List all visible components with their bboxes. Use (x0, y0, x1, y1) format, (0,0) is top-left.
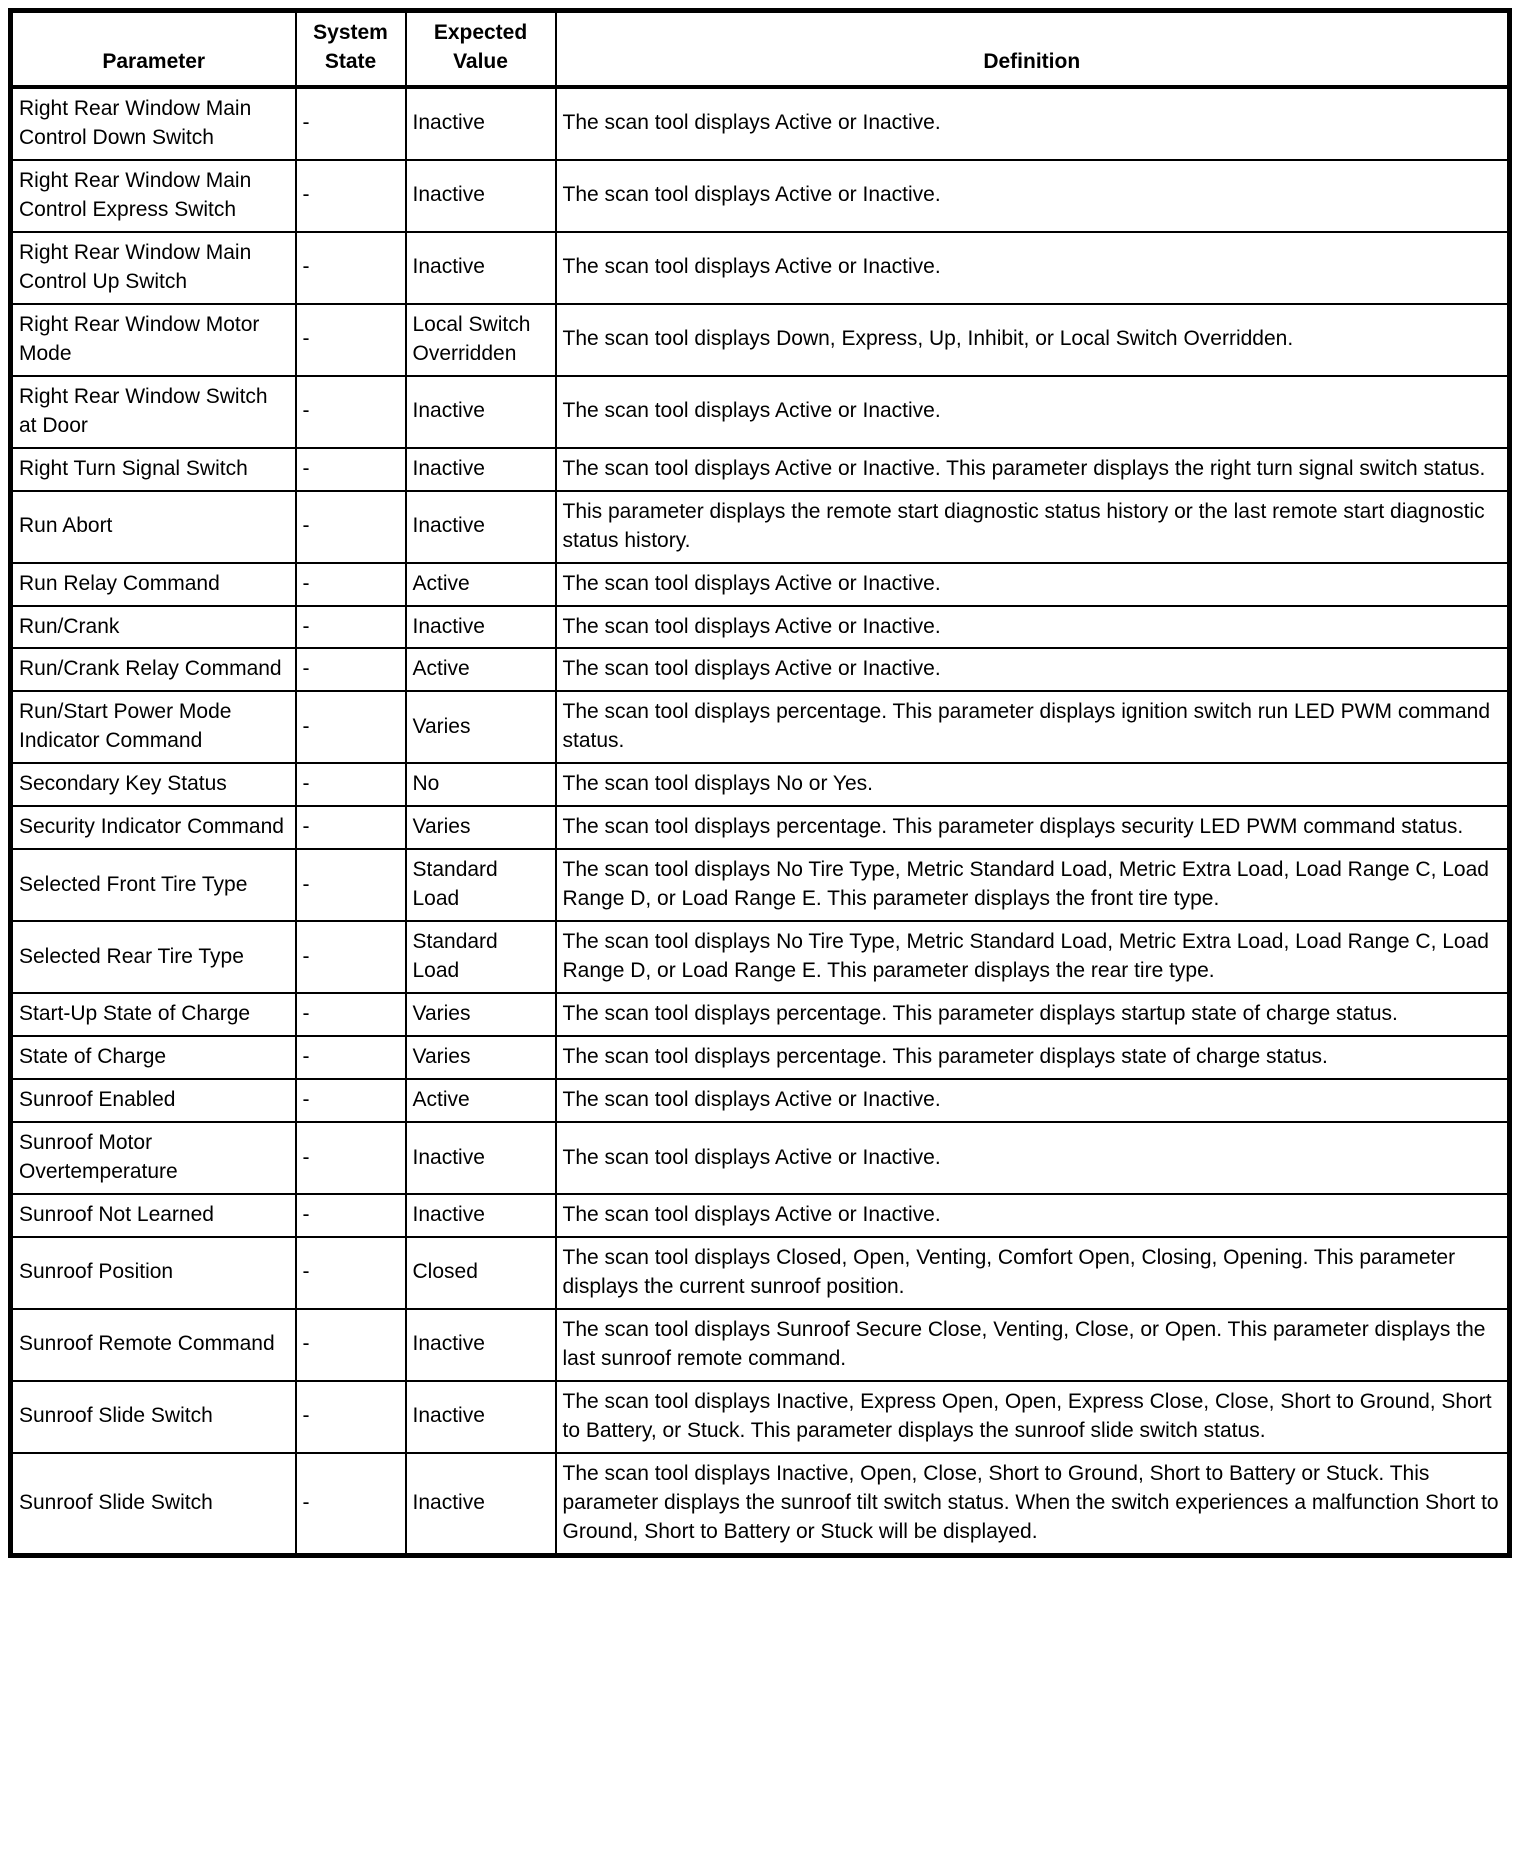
parameter-cell: Right Rear Window Motor Mode (11, 304, 296, 376)
table-row (11, 304, 1510, 376)
system-state-cell: - (296, 563, 406, 606)
table-row (11, 1381, 1510, 1453)
system-state-cell: - (296, 491, 406, 563)
table-row (11, 1194, 1510, 1237)
parameter-cell: Right Rear Window Switch at Door (11, 376, 296, 448)
expected-value-cell: Inactive (406, 1194, 556, 1237)
definition-cell: The scan tool displays Closed, Open, Venting, Comfort Open, Closing, Opening. This parameter displays the current sunroof position. (556, 1237, 1510, 1309)
expected-value-cell: Active (406, 648, 556, 691)
expected-value-cell: Varies (406, 691, 556, 763)
expected-value-cell: Inactive (406, 491, 556, 563)
table-body (11, 87, 1510, 1555)
expected-value-cell: Inactive (406, 160, 556, 232)
expected-value-cell: Inactive (406, 376, 556, 448)
expected-value-cell: Varies (406, 1036, 556, 1079)
system-state-cell: - (296, 849, 406, 921)
table-row (11, 606, 1510, 649)
definition-cell: The scan tool displays Sunroof Secure Close, Venting, Close, or Open. This parameter displays the last sunroof remote command. (556, 1309, 1510, 1381)
table-row (11, 806, 1510, 849)
expected-value-cell: Active (406, 563, 556, 606)
table-row (11, 1237, 1510, 1309)
table-row (11, 87, 1510, 160)
system-state-cell: - (296, 448, 406, 491)
parameter-cell: Security Indicator Command (11, 806, 296, 849)
expected-value-cell: Standard Load (406, 921, 556, 993)
definition-cell: The scan tool displays Down, Express, Up, Inhibit, or Local Switch Overridden. (556, 304, 1510, 376)
definition-cell: The scan tool displays No Tire Type, Metric Standard Load, Metric Extra Load, Load Range C, Load Range D, or Load Range E. This parameter displays the front tire type. (556, 849, 1510, 921)
definition-cell: The scan tool displays Inactive, Open, Close, Short to Ground, Short to Battery or Stuck. This parameter displays the sunroof tilt switch status. When the switch experiences a malfunction Short to Ground, Short to Battery or Stuck will be displayed. (556, 1453, 1510, 1555)
definition-cell: The scan tool displays percentage. This parameter displays startup state of charge status. (556, 993, 1510, 1036)
header-row (11, 11, 1510, 87)
table-row (11, 1079, 1510, 1122)
definition-cell: The scan tool displays Active or Inactive. This parameter displays the right turn signal switch status. (556, 448, 1510, 491)
col-header-parameter: Parameter (11, 11, 296, 87)
definition-cell: The scan tool displays percentage. This parameter displays ignition switch run LED PWM command status. (556, 691, 1510, 763)
parameter-cell: Right Rear Window Main Control Up Switch (11, 232, 296, 304)
parameter-cell: Run Relay Command (11, 563, 296, 606)
table-row (11, 1453, 1510, 1555)
system-state-cell: - (296, 1453, 406, 1555)
parameter-cell: Run Abort (11, 491, 296, 563)
table-row (11, 849, 1510, 921)
expected-value-cell: Inactive (406, 1381, 556, 1453)
expected-value-cell: No (406, 763, 556, 806)
system-state-cell: - (296, 1381, 406, 1453)
definition-cell: The scan tool displays Active or Inactive. (556, 1122, 1510, 1194)
table-row (11, 491, 1510, 563)
parameter-cell: Start-Up State of Charge (11, 993, 296, 1036)
system-state-cell: - (296, 763, 406, 806)
parameter-cell: Sunroof Position (11, 1237, 296, 1309)
system-state-cell: - (296, 1237, 406, 1309)
definition-cell: The scan tool displays Active or Inactive. (556, 1079, 1510, 1122)
system-state-cell: - (296, 648, 406, 691)
parameter-cell: State of Charge (11, 1036, 296, 1079)
expected-value-cell: Inactive (406, 448, 556, 491)
definition-cell: The scan tool displays percentage. This parameter displays security LED PWM command status. (556, 806, 1510, 849)
definition-cell: The scan tool displays Active or Inactive. (556, 606, 1510, 649)
parameter-cell: Selected Front Tire Type (11, 849, 296, 921)
definition-cell: The scan tool displays Active or Inactive. (556, 648, 1510, 691)
table-row (11, 160, 1510, 232)
parameter-cell: Run/Crank (11, 606, 296, 649)
definition-cell: The scan tool displays Active or Inactive. (556, 232, 1510, 304)
system-state-cell: - (296, 1309, 406, 1381)
system-state-cell: - (296, 160, 406, 232)
system-state-cell: - (296, 87, 406, 160)
definition-cell: The scan tool displays No or Yes. (556, 763, 1510, 806)
definition-cell: The scan tool displays Active or Inactive. (556, 160, 1510, 232)
parameter-table (8, 8, 1512, 1558)
table-row (11, 1036, 1510, 1079)
definition-cell: The scan tool displays Active or Inactive. (556, 1194, 1510, 1237)
system-state-cell: - (296, 606, 406, 649)
expected-value-cell: Standard Load (406, 849, 556, 921)
table-row (11, 232, 1510, 304)
parameter-cell: Sunroof Slide Switch (11, 1453, 296, 1555)
expected-value-cell: Inactive (406, 232, 556, 304)
expected-value-cell: Inactive (406, 1309, 556, 1381)
definition-cell: The scan tool displays Active or Inactive. (556, 87, 1510, 160)
parameter-cell: Sunroof Enabled (11, 1079, 296, 1122)
table-row (11, 691, 1510, 763)
definition-cell: The scan tool displays Active or Inactive. (556, 376, 1510, 448)
system-state-cell: - (296, 304, 406, 376)
definition-cell: The scan tool displays percentage. This parameter displays state of charge status. (556, 1036, 1510, 1079)
definition-cell: The scan tool displays No Tire Type, Metric Standard Load, Metric Extra Load, Load Range C, Load Range D, or Load Range E. This parameter displays the rear tire type. (556, 921, 1510, 993)
table-row (11, 376, 1510, 448)
parameter-cell: Sunroof Motor Overtemperature (11, 1122, 296, 1194)
parameter-cell: Run/Crank Relay Command (11, 648, 296, 691)
expected-value-cell: Active (406, 1079, 556, 1122)
expected-value-cell: Closed (406, 1237, 556, 1309)
table-row (11, 563, 1510, 606)
table-row (11, 1309, 1510, 1381)
expected-value-cell: Inactive (406, 87, 556, 160)
table-row (11, 993, 1510, 1036)
parameter-cell: Right Turn Signal Switch (11, 448, 296, 491)
parameter-cell: Right Rear Window Main Control Express Switch (11, 160, 296, 232)
col-header-system-state: System State (296, 11, 406, 87)
table-row (11, 921, 1510, 993)
system-state-cell: - (296, 1036, 406, 1079)
col-header-expected-value: Expected Value (406, 11, 556, 87)
parameter-cell: Secondary Key Status (11, 763, 296, 806)
table-row (11, 448, 1510, 491)
table-row (11, 1122, 1510, 1194)
system-state-cell: - (296, 691, 406, 763)
parameter-cell: Sunroof Slide Switch (11, 1381, 296, 1453)
system-state-cell: - (296, 1194, 406, 1237)
table-row (11, 763, 1510, 806)
system-state-cell: - (296, 232, 406, 304)
expected-value-cell: Inactive (406, 1453, 556, 1555)
expected-value-cell: Varies (406, 806, 556, 849)
definition-cell: This parameter displays the remote start diagnostic status history or the last remote start diagnostic status history. (556, 491, 1510, 563)
system-state-cell: - (296, 993, 406, 1036)
expected-value-cell: Inactive (406, 1122, 556, 1194)
system-state-cell: - (296, 376, 406, 448)
expected-value-cell: Local Switch Overridden (406, 304, 556, 376)
system-state-cell: - (296, 806, 406, 849)
system-state-cell: - (296, 1079, 406, 1122)
parameter-cell: Sunroof Remote Command (11, 1309, 296, 1381)
col-header-definition: Definition (556, 11, 1510, 87)
system-state-cell: - (296, 921, 406, 993)
definition-cell: The scan tool displays Inactive, Express Open, Open, Express Close, Close, Short to Ground, Short to Battery, or Stuck. This parameter displays the sunroof slide switch status. (556, 1381, 1510, 1453)
parameter-cell: Right Rear Window Main Control Down Switch (11, 87, 296, 160)
definition-cell: The scan tool displays Active or Inactive. (556, 563, 1510, 606)
table-row (11, 648, 1510, 691)
parameter-cell: Run/Start Power Mode Indicator Command (11, 691, 296, 763)
expected-value-cell: Inactive (406, 606, 556, 649)
system-state-cell: - (296, 1122, 406, 1194)
expected-value-cell: Varies (406, 993, 556, 1036)
parameter-cell: Selected Rear Tire Type (11, 921, 296, 993)
parameter-cell: Sunroof Not Learned (11, 1194, 296, 1237)
